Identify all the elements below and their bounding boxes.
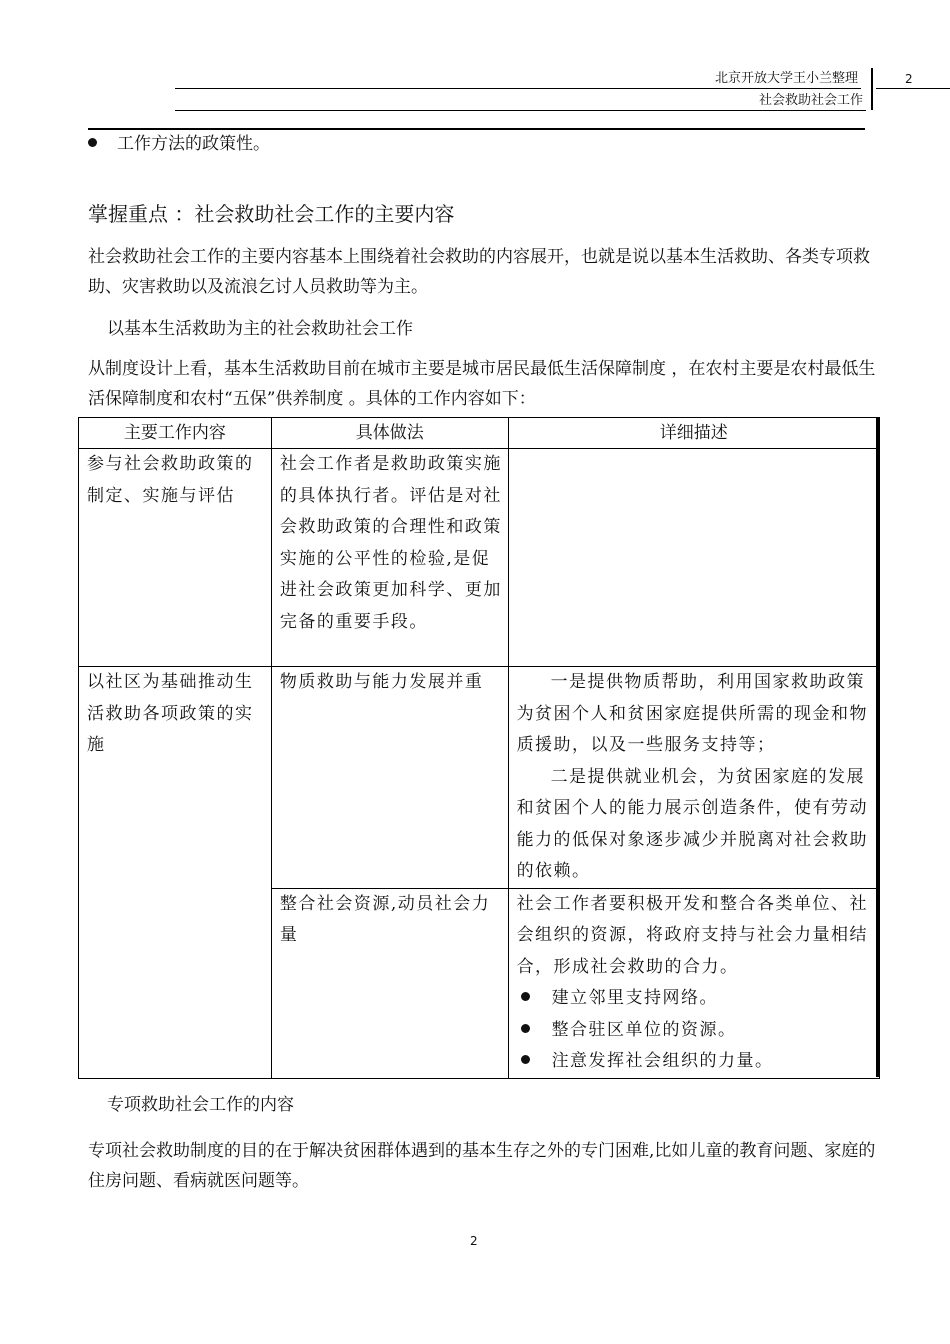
bullet-icon — [521, 1055, 530, 1064]
row2-method-a: 物质救助与能力发展并重 — [279, 672, 484, 692]
subheading-basic-living-aid: 以基本生活救助为主的社会救助社会工作 — [107, 319, 413, 339]
header-page-number: 2 — [905, 72, 913, 86]
list-item-text: 注意发挥社会组织的力量。 — [551, 1051, 774, 1071]
list-item — [517, 983, 879, 1015]
row2-detail-a1: 一是提供物质帮助，利用国家救助政策为贫困个人和贫困家庭提供所需的现金和物质援助，以及一些服务支持等； — [516, 672, 869, 755]
table-row — [79, 667, 880, 889]
work-content-table — [78, 417, 880, 1079]
intro-bullet-item — [88, 129, 878, 159]
header-page-rule — [876, 88, 950, 89]
table-cell — [508, 667, 879, 889]
bullet-icon — [88, 138, 97, 147]
table-header-row — [79, 418, 880, 449]
table-header-cell: 详细描述 — [508, 418, 879, 449]
section-heading: 掌握重点 ：社会救助社会工作的主要内容 — [88, 202, 455, 226]
subheading-special-aid: 专项救助社会工作的内容 — [107, 1095, 294, 1115]
row2-detail-a2: 二是提供就业机会，为贫困家庭的发展和贫困个人的能力展示创造条件，使有劳动能力的低保对象逐步减少并脱离对社会救助的依赖。 — [516, 766, 869, 881]
table-cell — [79, 449, 272, 667]
section-paragraph-1: 社会救助社会工作的主要内容基本上围绕着社会救助的内容展开，也就是说以基本生活救助、各类专项救助、灾害救助以及流浪乞讨人员救助等为主。 — [88, 247, 870, 297]
header-divider — [871, 68, 873, 110]
list-item-text: 建立邻里支持网络。 — [551, 988, 719, 1008]
table-cell — [508, 888, 879, 1078]
row1-method: 社会工作者是救助政策实施的具体执行者。评估是对社会救助政策的合理性和政策实施的公平性的检验,是促进社会政策更加科学、更加完备的重要手段。 — [279, 454, 502, 632]
row2-method-b: 整合社会资源,动员社会力量 — [279, 893, 491, 945]
list-item — [517, 1046, 879, 1078]
table-row — [79, 449, 880, 667]
table-cell — [79, 667, 272, 1079]
section2-paragraph: 专项社会救助制度的目的在于解决贫困群体遇到的基本生存之外的专门困难,比如儿童的教育问题、家庭的住房问题、看病就医问题等。 — [88, 1141, 876, 1191]
table-header-cell: 主要工作内容 — [79, 418, 272, 449]
row1-content: 参与社会救助政策的制定、实施与评估 — [87, 454, 254, 506]
table-cell — [271, 449, 508, 667]
footer-page-number: 2 — [470, 1234, 478, 1248]
header-rule-top — [175, 88, 861, 89]
table-right-border — [876, 417, 879, 1077]
table-cell — [271, 888, 508, 1078]
bullet-icon — [521, 1024, 530, 1033]
header-organizer: 北京开放大学王小兰整理 — [714, 71, 858, 86]
bullet-icon — [521, 992, 530, 1001]
table-header-cell: 具体做法 — [271, 418, 508, 449]
section-paragraph-2: 从制度设计上看，基本生活救助目前在城市主要是城市居民最低生活保障制度 ，在农村主要是农村最低生活保障制度和农村“五保”供养制度 。具体的工作内容如下： — [88, 359, 876, 409]
intro-bullet-text: 工作方法的政策性。 — [117, 134, 270, 154]
row2-detail-b: 社会工作者要积极开发和整合各类单位、社会组织的资源，将政府支持与社会力量相结合，形成社会救助的合力。 — [516, 893, 869, 977]
header-course-title: 社会救助社会工作 — [758, 93, 863, 108]
row2-content: 以社区为基础推动生活救助各项政策的实施 — [87, 672, 254, 755]
table-cell — [508, 449, 879, 667]
table-cell — [271, 667, 508, 889]
list-item — [517, 1015, 879, 1047]
list-item-text: 整合驻区单位的资源。 — [551, 1019, 737, 1040]
header-rule-bottom — [175, 110, 866, 111]
